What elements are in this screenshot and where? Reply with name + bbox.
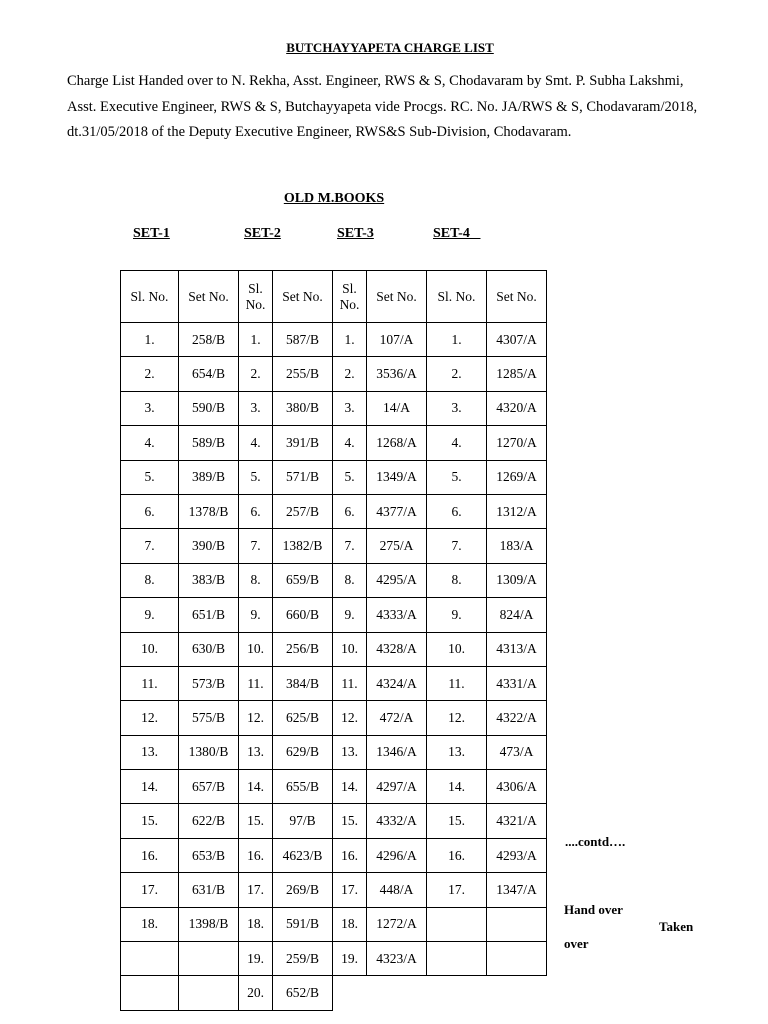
set-number-cell xyxy=(367,976,427,1010)
serial-number-cell: 9. xyxy=(333,598,367,632)
set-1-heading: SET-1 xyxy=(133,226,170,241)
set-number-cell xyxy=(179,942,239,976)
column-header: Sl. No. xyxy=(427,271,487,323)
table-row xyxy=(121,907,547,941)
set-number-cell: 1309/A xyxy=(487,563,547,597)
table-row xyxy=(121,563,547,597)
set-number-cell: 255/B xyxy=(273,357,333,391)
set-number-cell: 4333/A xyxy=(367,598,427,632)
serial-number-cell: 1. xyxy=(239,323,273,357)
set-number-cell xyxy=(179,976,239,1010)
column-header: Set No. xyxy=(273,271,333,323)
serial-number-cell: 4. xyxy=(427,426,487,460)
serial-number-cell: 18. xyxy=(333,907,367,941)
serial-number-cell: 7. xyxy=(239,529,273,563)
serial-number-cell: 16. xyxy=(427,838,487,872)
hand-over-label: Hand over xyxy=(564,902,623,917)
table-row xyxy=(121,804,547,838)
set-number-cell: 575/B xyxy=(179,701,239,735)
serial-number-cell: 1. xyxy=(333,323,367,357)
set-number-cell: 4377/A xyxy=(367,494,427,528)
set-number-cell: 587/B xyxy=(273,323,333,357)
serial-number-cell: 16. xyxy=(333,838,367,872)
serial-number-cell: 10. xyxy=(121,632,179,666)
set-number-cell: 631/B xyxy=(179,873,239,907)
serial-number-cell: 18. xyxy=(239,907,273,941)
serial-number-cell: 11. xyxy=(239,666,273,700)
serial-number-cell: 8. xyxy=(427,563,487,597)
serial-number-cell: 13. xyxy=(121,735,179,769)
set-number-cell: 4313/A xyxy=(487,632,547,666)
serial-number-cell: 14. xyxy=(427,770,487,804)
serial-number-cell: 7. xyxy=(333,529,367,563)
serial-number-cell: 10. xyxy=(239,632,273,666)
serial-number-cell: 19. xyxy=(239,942,273,976)
serial-number-cell: 5. xyxy=(427,460,487,494)
table-row xyxy=(121,666,547,700)
serial-number-cell xyxy=(121,942,179,976)
serial-number-cell: 12. xyxy=(121,701,179,735)
set-number-cell: 1272/A xyxy=(367,907,427,941)
serial-number-cell: 11. xyxy=(121,666,179,700)
set-number-cell: 259/B xyxy=(273,942,333,976)
serial-number-cell: 12. xyxy=(427,701,487,735)
serial-number-cell: 16. xyxy=(121,838,179,872)
set-number-cell: 380/B xyxy=(273,391,333,425)
set-number-cell: 4320/A xyxy=(487,391,547,425)
set-number-cell: 4297/A xyxy=(367,770,427,804)
set-number-cell: 4307/A xyxy=(487,323,547,357)
set-number-cell: 4328/A xyxy=(367,632,427,666)
set-number-cell: 4293/A xyxy=(487,838,547,872)
table-row xyxy=(121,942,547,976)
set-number-cell: 824/A xyxy=(487,598,547,632)
column-header: Sl. No. xyxy=(333,271,367,323)
serial-number-cell: 1. xyxy=(121,323,179,357)
serial-number-cell: 14. xyxy=(121,770,179,804)
set-number-cell: 1285/A xyxy=(487,357,547,391)
set-number-cell: 573/B xyxy=(179,666,239,700)
set-number-cell: 657/B xyxy=(179,770,239,804)
set-number-cell: 4321/A xyxy=(487,804,547,838)
set-number-cell: 660/B xyxy=(273,598,333,632)
set-number-cell: 14/A xyxy=(367,391,427,425)
serial-number-cell: 6. xyxy=(333,494,367,528)
contd-note: ....contd…. xyxy=(565,834,626,849)
table-body xyxy=(121,323,547,1011)
table-header-row xyxy=(121,271,547,323)
set-number-cell: 4322/A xyxy=(487,701,547,735)
serial-number-cell: 13. xyxy=(333,735,367,769)
table-row xyxy=(121,357,547,391)
intro-paragraph: Charge List Handed over to N. Rekha, Asst. Engineer, RWS & S, Chodavaram by Smt. P. Subha Lakshmi, Asst. Executive Engineer, RWS & S, Butchayyapeta vide Procgs. RC. No. JA/RWS & S, Chodavaram/2018, dt.31/05/2018 of the Deputy Executive Engineer, RWS&S Sub-Division, Chodavaram. xyxy=(67,73,698,140)
serial-number-cell: 4. xyxy=(333,426,367,460)
serial-number-cell: 7. xyxy=(427,529,487,563)
table-row xyxy=(121,873,547,907)
set-number-cell: 4324/A xyxy=(367,666,427,700)
serial-number-cell: 17. xyxy=(239,873,273,907)
set-number-cell: 590/B xyxy=(179,391,239,425)
table-row xyxy=(121,426,547,460)
serial-number-cell: 17. xyxy=(333,873,367,907)
set-number-cell: 257/B xyxy=(273,494,333,528)
set-number-cell xyxy=(487,942,547,976)
set-number-cell: 1346/A xyxy=(367,735,427,769)
serial-number-cell: 5. xyxy=(333,460,367,494)
table-row xyxy=(121,632,547,666)
column-header: Sl. No. xyxy=(239,271,273,323)
serial-number-cell: 19. xyxy=(333,942,367,976)
serial-number-cell: 1. xyxy=(427,323,487,357)
table-row xyxy=(121,494,547,528)
serial-number-cell: 18. xyxy=(121,907,179,941)
serial-number-cell: 17. xyxy=(121,873,179,907)
column-header: Set No. xyxy=(487,271,547,323)
set-number-cell: 652/B xyxy=(273,976,333,1010)
table-row xyxy=(121,323,547,357)
set-number-cell: 4295/A xyxy=(367,563,427,597)
taken-label: Taken xyxy=(659,919,694,934)
column-header: Set No. xyxy=(367,271,427,323)
set-number-cell: 383/B xyxy=(179,563,239,597)
over-label: over xyxy=(564,936,589,951)
serial-number-cell: 10. xyxy=(333,632,367,666)
serial-number-cell xyxy=(427,907,487,941)
set-number-cell: 1270/A xyxy=(487,426,547,460)
set-number-cell: 269/B xyxy=(273,873,333,907)
serial-number-cell xyxy=(333,976,367,1010)
set-number-cell xyxy=(487,907,547,941)
set-number-cell: 654/B xyxy=(179,357,239,391)
serial-number-cell: 6. xyxy=(427,494,487,528)
table-row xyxy=(121,391,547,425)
serial-number-cell: 2. xyxy=(427,357,487,391)
serial-number-cell: 9. xyxy=(427,598,487,632)
serial-number-cell: 3. xyxy=(121,391,179,425)
serial-number-cell: 13. xyxy=(427,735,487,769)
table-row xyxy=(121,838,547,872)
serial-number-cell: 3. xyxy=(239,391,273,425)
set-number-cell: 1347/A xyxy=(487,873,547,907)
serial-number-cell: 13. xyxy=(239,735,273,769)
set-number-cell: 472/A xyxy=(367,701,427,735)
serial-number-cell: 9. xyxy=(121,598,179,632)
set-number-cell: 651/B xyxy=(179,598,239,632)
set-4-heading: SET-4 _ xyxy=(433,226,481,241)
set-number-cell: 629/B xyxy=(273,735,333,769)
set-number-cell: 97/B xyxy=(273,804,333,838)
serial-number-cell: 2. xyxy=(239,357,273,391)
serial-number-cell: 11. xyxy=(333,666,367,700)
set-number-cell: 389/B xyxy=(179,460,239,494)
table-row xyxy=(121,976,547,1010)
set-number-cell: 448/A xyxy=(367,873,427,907)
set-number-cell: 384/B xyxy=(273,666,333,700)
serial-number-cell: 14. xyxy=(333,770,367,804)
serial-number-cell: 5. xyxy=(239,460,273,494)
set-number-cell: 4331/A xyxy=(487,666,547,700)
set-number-cell: 1398/B xyxy=(179,907,239,941)
set-number-cell xyxy=(487,976,547,1010)
set-number-cell: 1378/B xyxy=(179,494,239,528)
set-number-cell: 589/B xyxy=(179,426,239,460)
set-number-cell: 258/B xyxy=(179,323,239,357)
set-2-heading: SET-2 xyxy=(244,226,281,241)
column-header: Set No. xyxy=(179,271,239,323)
mbooks-table xyxy=(120,270,547,1011)
serial-number-cell xyxy=(121,976,179,1010)
serial-number-cell xyxy=(427,976,487,1010)
set-number-cell: 630/B xyxy=(179,632,239,666)
serial-number-cell: 15. xyxy=(333,804,367,838)
set-3-heading: SET-3 xyxy=(337,226,374,241)
table-row xyxy=(121,735,547,769)
serial-number-cell: 4. xyxy=(239,426,273,460)
serial-number-cell: 12. xyxy=(239,701,273,735)
serial-number-cell: 16. xyxy=(239,838,273,872)
set-number-cell: 1380/B xyxy=(179,735,239,769)
serial-number-cell: 15. xyxy=(121,804,179,838)
set-number-cell: 473/A xyxy=(487,735,547,769)
serial-number-cell: 8. xyxy=(239,563,273,597)
set-number-cell: 655/B xyxy=(273,770,333,804)
set-number-cell: 659/B xyxy=(273,563,333,597)
set-number-cell: 3536/A xyxy=(367,357,427,391)
column-header: Sl. No. xyxy=(121,271,179,323)
serial-number-cell: 6. xyxy=(239,494,273,528)
set-number-cell: 4332/A xyxy=(367,804,427,838)
serial-number-cell: 20. xyxy=(239,976,273,1010)
serial-number-cell: 8. xyxy=(333,563,367,597)
set-number-cell: 1268/A xyxy=(367,426,427,460)
serial-number-cell: 15. xyxy=(427,804,487,838)
serial-number-cell: 5. xyxy=(121,460,179,494)
serial-number-cell xyxy=(427,942,487,976)
set-number-cell: 107/A xyxy=(367,323,427,357)
set-number-cell: 571/B xyxy=(273,460,333,494)
serial-number-cell: 17. xyxy=(427,873,487,907)
serial-number-cell: 7. xyxy=(121,529,179,563)
serial-number-cell: 12. xyxy=(333,701,367,735)
set-number-cell: 4623/B xyxy=(273,838,333,872)
table-row xyxy=(121,598,547,632)
set-number-cell: 256/B xyxy=(273,632,333,666)
serial-number-cell: 10. xyxy=(427,632,487,666)
section-title: OLD M.BOOKS xyxy=(283,191,385,206)
serial-number-cell: 2. xyxy=(121,357,179,391)
set-number-cell: 591/B xyxy=(273,907,333,941)
set-number-cell: 275/A xyxy=(367,529,427,563)
set-number-cell: 1269/A xyxy=(487,460,547,494)
set-number-cell: 4323/A xyxy=(367,942,427,976)
set-number-cell: 1382/B xyxy=(273,529,333,563)
set-number-cell: 183/A xyxy=(487,529,547,563)
document-title: BUTCHAYYAPETA CHARGE LIST xyxy=(286,40,494,55)
serial-number-cell: 3. xyxy=(333,391,367,425)
table-row xyxy=(121,701,547,735)
serial-number-cell: 6. xyxy=(121,494,179,528)
table-row xyxy=(121,460,547,494)
serial-number-cell: 8. xyxy=(121,563,179,597)
set-number-cell: 625/B xyxy=(273,701,333,735)
serial-number-cell: 4. xyxy=(121,426,179,460)
set-number-cell: 653/B xyxy=(179,838,239,872)
serial-number-cell: 3. xyxy=(427,391,487,425)
set-number-cell: 1312/A xyxy=(487,494,547,528)
serial-number-cell: 14. xyxy=(239,770,273,804)
serial-number-cell: 9. xyxy=(239,598,273,632)
table-row xyxy=(121,529,547,563)
set-number-cell: 622/B xyxy=(179,804,239,838)
set-number-cell: 391/B xyxy=(273,426,333,460)
set-number-cell: 4296/A xyxy=(367,838,427,872)
table-row xyxy=(121,770,547,804)
set-number-cell: 390/B xyxy=(179,529,239,563)
serial-number-cell: 15. xyxy=(239,804,273,838)
set-number-cell: 1349/A xyxy=(367,460,427,494)
serial-number-cell: 2. xyxy=(333,357,367,391)
set-number-cell: 4306/A xyxy=(487,770,547,804)
serial-number-cell: 11. xyxy=(427,666,487,700)
